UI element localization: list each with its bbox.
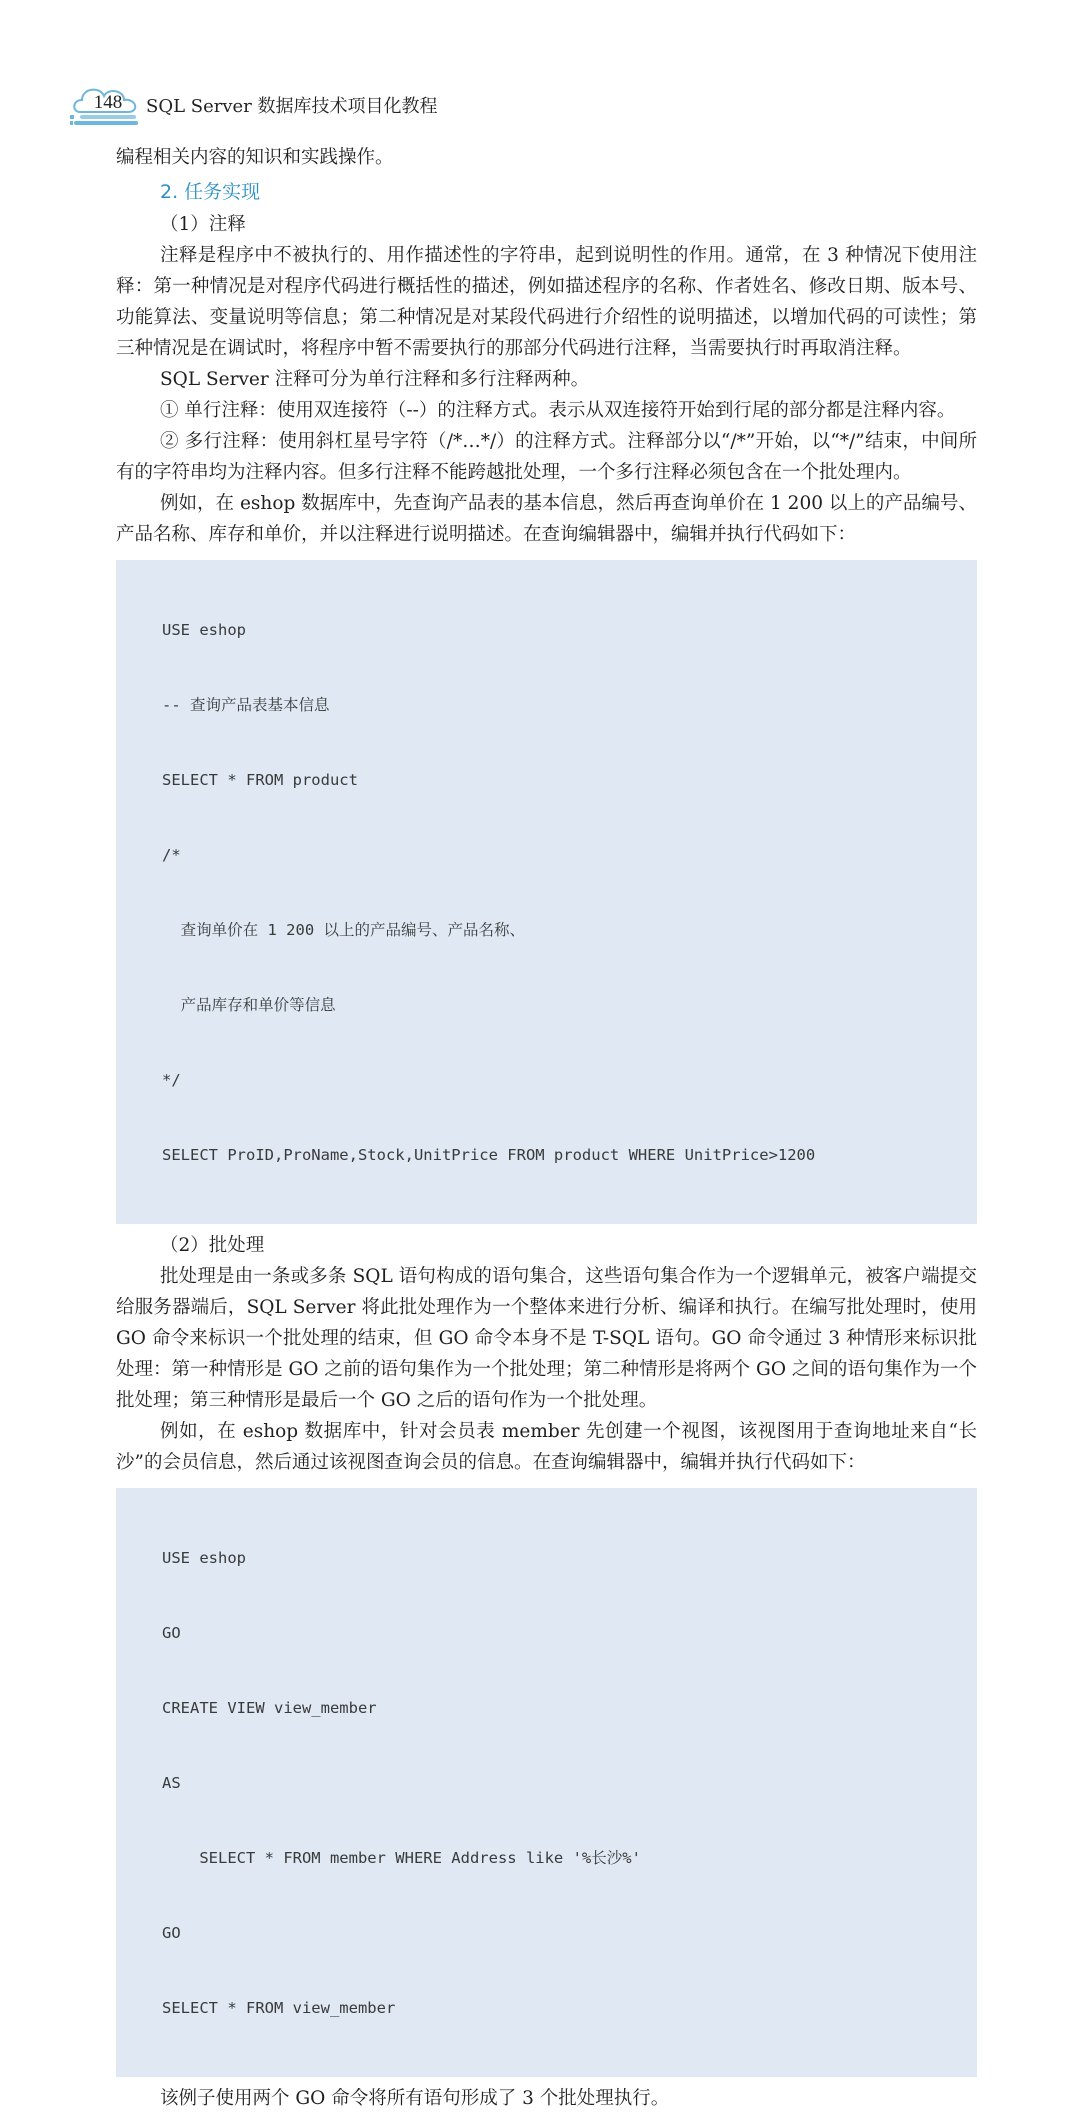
code-line: GO (162, 1624, 181, 1642)
code-block-batch (116, 1488, 977, 2077)
subheading-comments: （1）注释 (160, 214, 246, 235)
code-line: SELECT ProID,ProName,Stock,UnitPrice FROM product WHERE UnitPrice>1200 (162, 1146, 816, 1164)
paragraph-multi-line-comment: ② 多行注释：使用斜杠星号字符（/*…*/）的注释方式。注释部分以“/*”开始，以“*/”结束，中间所有的字符串均为注释内容。但多行注释不能跨越批处理，一个多行注释必须包含在一个批处理内。 (116, 431, 977, 483)
subheading-batch: （2）批处理 (160, 1235, 265, 1256)
book-title: SQL Server 数据库技术项目化教程 (146, 96, 438, 117)
code-line: /* (162, 846, 181, 864)
paragraph-example-1: 例如，在 eshop 数据库中，先查询产品表的基本信息，然后再查询单价在 1 200 以上的产品编号、产品名称、库存和单价，并以注释进行说明描述。在查询编辑器中，编辑并执行代码如下： (116, 493, 977, 545)
code-line: SELECT * FROM member WHERE Address like '%长沙%' (162, 1849, 641, 1867)
paragraph-comments-intro: 注释是程序中不被执行的、用作描述性的字符串，起到说明性的作用。通常，在 3 种情况下使用注释：第一种情况是对程序代码进行概括性的描述，例如描述程序的名称、作者姓名、修改日期、版本号、功能算法、变量说明等信息；第二种情况是对某段代码进行介绍性的说明描述，以增加代码的可读性；第三种情况是在调试时，将程序中暂不需要执行的那部分代码进行注释，当需要执行时再取消注释。 (116, 245, 977, 359)
paragraph-intro-tail: 编程相关内容的知识和实践操作。 (116, 147, 394, 168)
page-content (116, 142, 977, 2114)
paragraph-example-2: 例如，在 eshop 数据库中，针对会员表 member 先创建一个视图，该视图用于查询地址来自“长沙”的会员信息，然后通过该视图查询会员的信息。在查询编辑器中，编辑并执行代码如下： (116, 1421, 977, 1473)
code-line: -- 查询产品表基本信息 (162, 696, 330, 714)
code-line: */ (162, 1071, 181, 1089)
code-line: USE eshop (162, 1549, 246, 1567)
code-line: 查询单价在 1 200 以上的产品编号、产品名称、 (162, 921, 525, 939)
page-header (66, 82, 586, 132)
code-line: GO (162, 1924, 181, 1942)
code-line: USE eshop (162, 621, 246, 639)
section-heading: 2. 任务实现 (160, 181, 261, 203)
code-line: SELECT * FROM view_member (162, 1999, 396, 2017)
code-line: 产品库存和单价等信息 (162, 996, 336, 1014)
code-line: CREATE VIEW view_member (162, 1699, 377, 1717)
code-line: AS (162, 1774, 181, 1792)
page-number: 148 (93, 92, 123, 113)
code-block-comments (116, 560, 977, 1224)
paragraph-conclusion: 该例子使用两个 GO 命令将所有语句形成了 3 个批处理执行。 (160, 2088, 670, 2109)
paragraph-batch-intro: 批处理是由一条或多条 SQL 语句构成的语句集合，这些语句集合作为一个逻辑单元，被客户端提交给服务器端后，SQL Server 将此批处理作为一个整体来进行分析、编译和执行。在编写批处理时，使用 GO 命令来标识一个批处理的结束，但 GO 命令本身不是 T-SQL 语句。GO 命令通过 3 种情形来标识批处理：第一种情形是 GO 之前的语句集作为一个批处理；第二种情形是将两个 GO 之间的语句集作为一个批处理；第三种情形是最后一个 GO 之后的语句作为一个批处理。 (116, 1266, 977, 1411)
code-line: SELECT * FROM product (162, 771, 358, 789)
paragraph-comment-types: SQL Server 注释可分为单行注释和多行注释两种。 (160, 369, 590, 390)
paragraph-single-line-comment: ① 单行注释：使用双连接符（--）的注释方式。表示从双连接符开始到行尾的部分都是注释内容。 (160, 400, 956, 421)
